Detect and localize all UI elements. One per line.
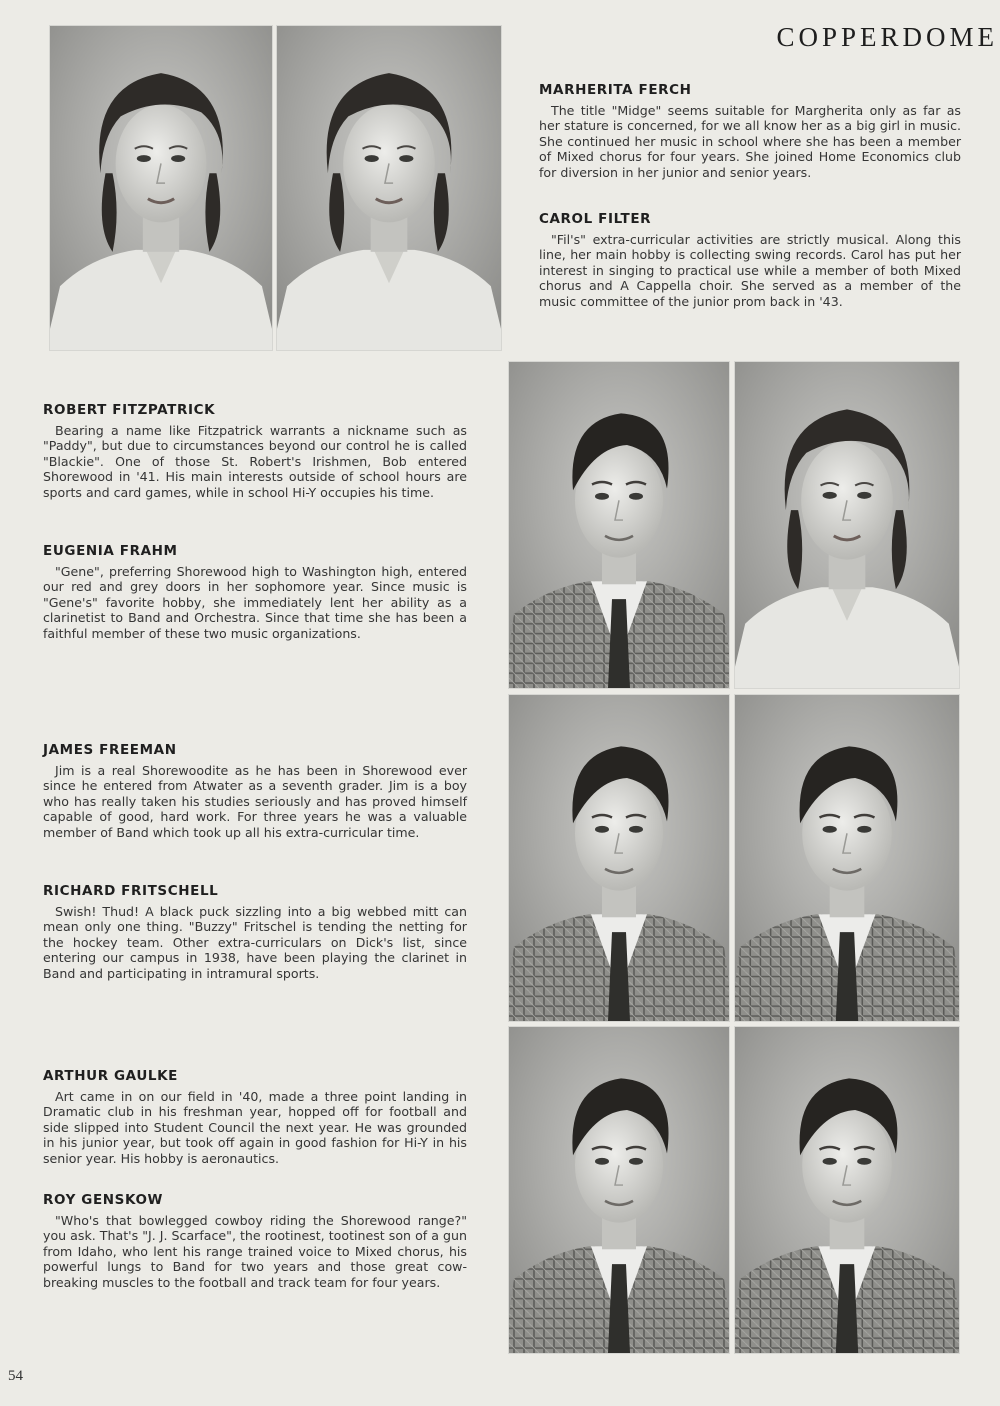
portrait-arthur-gaulke xyxy=(508,1026,730,1354)
bio-name: ARTHUR GAULKE xyxy=(43,1068,178,1084)
bio-richard-fritschell xyxy=(43,883,467,981)
bio-name: RICHARD FRITSCHELL xyxy=(43,883,219,899)
bio-robert-fitzpatrick xyxy=(43,402,467,500)
bio-name: MARHERITA FERCH xyxy=(539,82,692,98)
portrait-james-freeman xyxy=(508,694,730,1022)
portrait-roy-genskow xyxy=(734,1026,960,1354)
bio-text: The title "Midge" seems suitable for Margherita only as far as her stature is concerned, for we all know her as a big girl in music. She continued her music in school where she has been a member of Mixed chorus for four years. She joined Home Economics club for diversion in her junior and senior years. xyxy=(539,103,961,180)
bio-roy-genskow xyxy=(43,1192,467,1290)
bio-name: JAMES FREEMAN xyxy=(43,742,177,758)
bio-arthur-gaulke xyxy=(43,1068,467,1166)
bio-text: Bearing a name like Fitzpatrick warrants a nickname such as "Paddy", but due to circumstances beyond our control he is called "Blackie". One of those St. Robert's Irishmen, Bob entered Shorewood in '41. His main interests outside of school hours are sports and card games, while in school Hi-Y occupies his time. xyxy=(43,423,467,500)
portrait-marherita-ferch xyxy=(49,25,273,351)
bio-name: CAROL FILTER xyxy=(539,211,652,227)
bio-text: "Gene", preferring Shorewood high to Washington high, entered our red and grey doors in her sophomore year. Since music is "Gene's" favorite hobby, she immediately lent her ability as a clarinetist to Band and Orchestra. Since that time she has been a faithful member of these two music organizations. xyxy=(43,564,467,641)
bio-eugenia-frahm xyxy=(43,543,467,641)
page-header-title: COPPERDOME xyxy=(776,22,998,52)
page-number: 54 xyxy=(8,1368,23,1384)
bio-text: Swish! Thud! A black puck sizzling into a big webbed mitt can mean only one thing. "Buzzy" Fritschel is tending the netting for the hockey team. Other extra-curriculars on Dick's list, since entering our campus in 1938, have been playing the clarinet in Band and participating in intramural sports. xyxy=(43,904,467,981)
bio-carol-filter xyxy=(539,211,961,309)
bio-name: ROBERT FITZPATRICK xyxy=(43,402,216,418)
bio-text: Art came in on our field in '40, made a three point landing in Dramatic club in his freshman year, hopped off for football and side slipped into Student Council the next year. He was grounded in his junior year, but took off again in good fashion for Hi-Y in his senior year. His hobby is aeronautics. xyxy=(43,1089,467,1166)
bio-text: "Who's that bowlegged cowboy riding the Shorewood range?" you ask. That's "J. J. Scarface", the rootinest, tootinest son of a gun from Idaho, who lent his range trained voice to Mixed chorus, his powerful lungs to Band for two years and those great cow-breaking muscles to the football and track team for four years. xyxy=(43,1213,467,1290)
bio-james-freeman xyxy=(43,742,467,840)
portrait-eugenia-frahm xyxy=(734,361,960,689)
portrait-richard-fritschell xyxy=(734,694,960,1022)
portrait-carol-filter xyxy=(276,25,502,351)
bio-name: EUGENIA FRAHM xyxy=(43,543,178,559)
bio-marherita-ferch xyxy=(539,82,961,180)
bio-text: Jim is a real Shorewoodite as he has been in Shorewood ever since he entered from Atwater as a seventh grader. Jim is a boy who has really taken his studies seriously and has proved himself capable of good, hard work. For three years he was a valuable member of Band which took up all his extra-curricular time. xyxy=(43,763,467,840)
bio-text: "Fil's" extra-curricular activities are strictly musical. Along this line, her main hobby is collecting swing records. Carol has put her interest in singing to practical use while a member of both Mixed chorus and A Cappella choir. She served as a member of the music committee of the junior prom back in '43. xyxy=(539,232,961,309)
portrait-robert-fitzpatrick xyxy=(508,361,730,689)
bio-name: ROY GENSKOW xyxy=(43,1192,164,1208)
